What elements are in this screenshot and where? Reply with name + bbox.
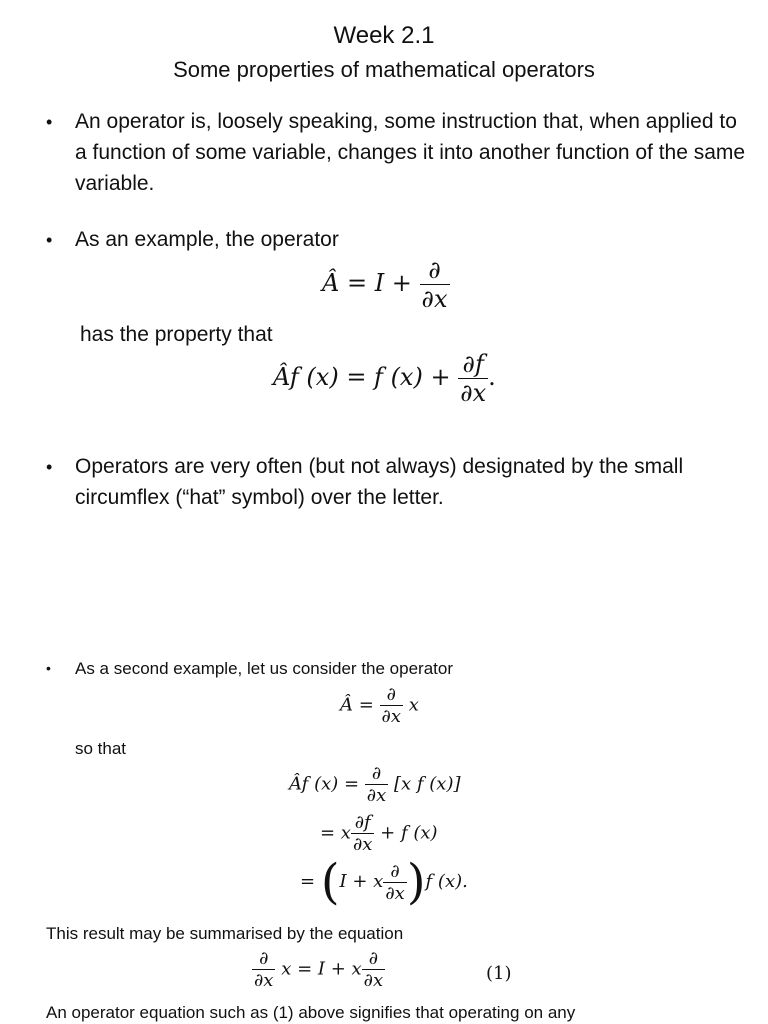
so-that-text: so that [75,739,127,758]
fraction: $\frac{\partial f}{\partial x}$ [460,350,487,407]
equation-operator-a-applied: Âf (x) = f (x) + $\frac{\partial f}{\partial x}$ . [273,350,496,407]
equation-step-2: = x $\frac{\partial f}{\partial x}$ + f (x) [320,812,438,855]
page-title: Week 2.1 [333,22,435,49]
fraction: $\frac{\partial}{\partial x}$ [421,256,448,313]
bullet-marker: • [46,457,53,477]
fraction: $\frac{\partial}{\partial x}$ [254,948,274,991]
summary-text: This result may be summarised by the equation [46,924,404,943]
page-subtitle: Some properties of mathematical operators [173,57,595,82]
equation-operator-b: Â = $\frac{\partial}{\partial x}$ x [340,684,419,727]
bullet-marker: • [46,230,53,250]
property-text: has the property that [80,323,273,346]
fraction: $\frac{\partial}{\partial x}$ [381,684,401,727]
fraction: $\frac{\partial}{\partial x}$ [363,948,384,991]
fraction: $\frac{\partial f}{\partial x}$ [352,812,373,855]
equation-step-1: Âf (x) = $\frac{\partial}{\partial x}$ [x f (x)] [289,763,461,806]
equation-number: (1) [486,963,512,984]
bullet-hat-notation: Operators are very often (but not always) designated by the small circumflex (“hat” symbol) over the letter. [75,455,684,509]
closing-text: An operator equation such as (1) above signifies that operating on any [46,1003,576,1022]
bullet-operator-definition: An operator is, loosely speaking, some instruction that, when applied to a function of some variable, changes it into another function of the same variable. [75,110,746,195]
bullet-marker: • [46,112,53,132]
equation-step-3: = (I + x $\frac{\partial}{\partial x}$ )f (x). [300,854,468,910]
bullet-second-example: As a second example, let us consider the operator [75,659,453,678]
fraction: $\frac{\partial}{\partial x}$ [385,860,405,904]
left-paren: ( [320,854,340,910]
right-paren: ) [406,854,426,910]
bullet-example-intro: As an example, the operator [75,228,339,251]
equation-1: $\frac{\partial}{\partial x}$ x = I + x $\frac{\partial}{\partial x}$ [254,948,384,991]
fraction: $\frac{\partial}{\partial x}$ [366,763,387,806]
bullet-marker: • [46,660,51,676]
equation-operator-a: Â = I + $\frac{\partial}{\partial x}$ [322,256,448,313]
